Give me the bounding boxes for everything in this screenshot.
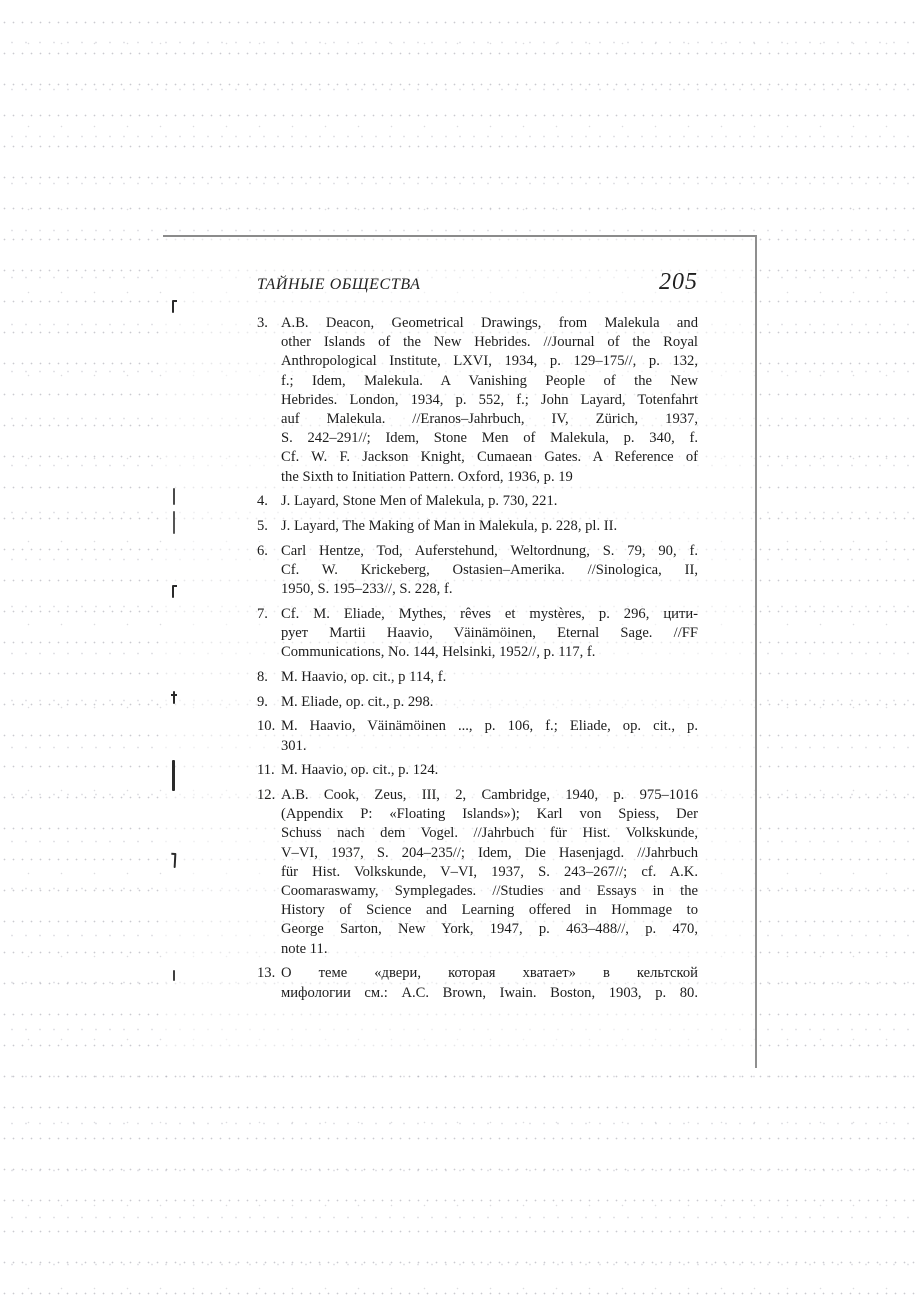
book-page bbox=[163, 235, 757, 1068]
reference-line bbox=[257, 761, 698, 780]
reference-item bbox=[257, 717, 698, 755]
reference-line: Anthropological Institute, LXVI, 1934, p. 129–175//, p. 132, bbox=[281, 353, 698, 370]
reference-number: 3. bbox=[257, 315, 268, 331]
scan-artifact-mark bbox=[172, 585, 174, 598]
reference-item bbox=[257, 314, 698, 487]
reference-number: 13. bbox=[257, 965, 276, 982]
reference-line: the Sixth to Initiation Pattern. Oxford, 1936, p. 19 bbox=[281, 468, 573, 485]
reference-text: О теме «двери, которая хватает» в кельтской bbox=[281, 965, 698, 982]
reference-item bbox=[257, 964, 698, 1002]
reference-line: рует Martii Haavio, Väinämöinen, Eternal Sage. //FF bbox=[281, 625, 698, 642]
reference-text: J. Layard, The Making of Man in Malekula, p. 228, pl. II. bbox=[281, 518, 618, 535]
reference-text: Cf. M. Eliade, Mythes, rêves et mystères, p. 296, цити- bbox=[281, 605, 698, 622]
scan-artifact-mark bbox=[173, 970, 175, 981]
reference-line: 1950, S. 195–233//, S. 228, f. bbox=[281, 581, 453, 598]
reference-line: (Appendix P: «Floating Islands»); Karl von Spiess, Der bbox=[281, 806, 698, 823]
reference-number: 7. bbox=[257, 605, 268, 622]
reference-item bbox=[257, 761, 698, 780]
reference-line bbox=[257, 668, 698, 687]
scan-artifact-mark bbox=[172, 760, 175, 791]
reference-line bbox=[257, 542, 698, 561]
reference-number: 5. bbox=[257, 518, 268, 535]
reference-item bbox=[257, 786, 698, 959]
reference-line: für Hist. Volkskunde, V–VI, 1937, S. 243–267//; cf. A.K. bbox=[281, 863, 698, 880]
reference-item bbox=[257, 605, 698, 663]
reference-line bbox=[257, 964, 698, 983]
reference-text: A.B. Deacon, Geometrical Drawings, from Malekula and bbox=[281, 315, 698, 331]
reference-line bbox=[257, 786, 698, 805]
reference-number: 8. bbox=[257, 668, 268, 685]
reference-line: V–VI, 1937, S. 204–235//; Idem, Die Hasenjagd. //Jahrbuch bbox=[281, 844, 698, 861]
reference-line: мифологии см.: A.C. Brown, Iwain. Boston, 1903, p. 80. bbox=[281, 984, 698, 1001]
reference-text: M. Haavio, op. cit., p 114, f. bbox=[281, 668, 447, 685]
scan-artifact-mark bbox=[173, 488, 175, 505]
reference-item bbox=[257, 668, 698, 687]
reference-text: M. Eliade, op. cit., p. 298. bbox=[281, 693, 434, 710]
reference-text: J. Layard, Stone Men of Malekula, p. 730, 221. bbox=[281, 493, 558, 510]
running-title: ТАЙНЫЕ ОБЩЕСТВА bbox=[257, 276, 421, 293]
reference-text: M. Haavio, Väinämöinen ..., p. 106, f.; Eliade, op. cit., p. bbox=[281, 718, 698, 735]
scan-artifact-mark bbox=[172, 300, 174, 313]
reference-line: George Sarton, New York, 1947, p. 463–488//, p. 470, bbox=[281, 921, 698, 938]
reference-line bbox=[257, 517, 698, 536]
reference-line: f.; Idem, Malekula. A Vanishing People of the New bbox=[281, 372, 698, 389]
page-number: 205 bbox=[659, 269, 698, 295]
reference-line: Hebrides. London, 1934, p. 552, f.; John Layard, Totenfahrt bbox=[281, 391, 698, 408]
reference-line: auf Malekula. //Eranos–Jahrbuch, IV, Zürich, 1937, bbox=[281, 411, 698, 428]
reference-text: Carl Hentze, Tod, Auferstehund, Weltordnung, S. 79, 90, f. bbox=[281, 542, 698, 559]
references-list bbox=[257, 314, 698, 1003]
reference-line bbox=[257, 605, 698, 624]
page-header bbox=[257, 269, 698, 303]
reference-line bbox=[257, 492, 698, 511]
reference-number: 10. bbox=[257, 718, 276, 735]
reference-line: Coomaraswamy, Symplegades. //Studies and Essays in the bbox=[281, 882, 698, 899]
reference-item bbox=[257, 492, 698, 511]
reference-number: 6. bbox=[257, 542, 268, 559]
reference-item bbox=[257, 693, 698, 712]
reference-number: 4. bbox=[257, 493, 268, 510]
reference-number: 11. bbox=[257, 762, 275, 779]
reference-text: M. Haavio, op. cit., p. 124. bbox=[281, 762, 439, 779]
reference-item bbox=[257, 542, 698, 600]
scan-artifact-mark bbox=[173, 691, 175, 704]
reference-line bbox=[257, 314, 698, 333]
reference-line bbox=[257, 693, 698, 712]
reference-line: History of Science and Learning offered in Hommage to bbox=[281, 902, 698, 919]
reference-line: 301. bbox=[281, 737, 307, 754]
reference-text: A.B. Cook, Zeus, III, 2, Cambridge, 1940, p. 975–1016 bbox=[281, 786, 698, 803]
reference-line: Schuss nach dem Vogel. //Jahrbuch für Hist. Volkskunde, bbox=[281, 825, 698, 842]
reference-number: 12. bbox=[257, 786, 276, 803]
reference-line: Communications, No. 144, Helsinki, 1952//, p. 117, f. bbox=[281, 644, 596, 661]
reference-number: 9. bbox=[257, 693, 268, 710]
reference-line: Cf. W. F. Jackson Knight, Cumaean Gates. A Reference of bbox=[281, 449, 698, 466]
scan-artifact-mark bbox=[173, 511, 175, 534]
reference-line bbox=[257, 717, 698, 736]
reference-line: other Islands of the New Hebrides. //Journal of the Royal bbox=[281, 334, 698, 351]
reference-item bbox=[257, 517, 698, 536]
reference-line: note 11. bbox=[281, 940, 328, 957]
reference-line: Cf. W. Krickeberg, Ostasien–Amerika. //Sinologica, II, bbox=[281, 561, 698, 578]
reference-line: S. 242–291//; Idem, Stone Men of Malekula, p. 340, f. bbox=[281, 430, 698, 447]
